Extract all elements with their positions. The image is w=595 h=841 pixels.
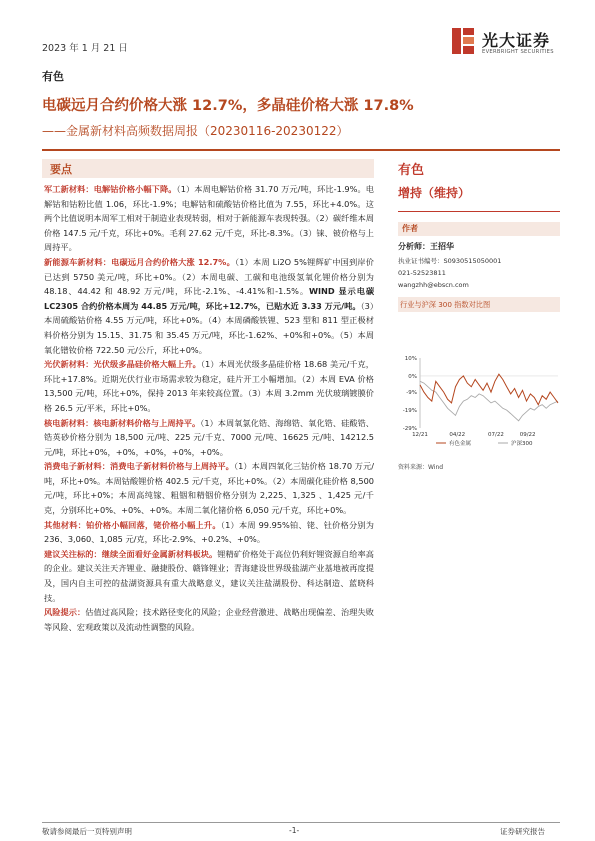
- report-title: 电碳远月合约价格大涨 12.7%，多晶硅价格大涨 17.8%: [42, 98, 414, 114]
- paragraph-text: （1）本周 Li2O 5%锂辉矿中国到岸价已达到 5750 美元/吨，环比+0%。（2）本周电碳、工碳和电池级氢氧化锂价格分别为 48.18、44.42 和 48.92 万元/吨，环比-2.1%、-4.41%和-1.5%。: [44, 256, 374, 297]
- x-tick-label: 07/22: [487, 432, 504, 438]
- sidebar: [398, 159, 560, 289]
- x-tick-label: 12/21: [412, 432, 428, 438]
- analyst-phone: 021-52523811: [398, 269, 446, 277]
- chart-source: 资料来源：Wind: [398, 464, 444, 471]
- x-tick-label: 04/22: [449, 432, 466, 438]
- legend-label: 沪深300: [511, 441, 533, 447]
- paragraph-text: （1）本周 99.95%铂、铑、钍价格分别为 236、3,060、1,085 元/克，环比-2.9%、+0.2%、+0%。: [44, 519, 374, 545]
- paragraph-text: （1）本周氧氯化锆、海绵锆、氧化锆、硅酸锆、锆英砂价格分别为 18,500 元/吨、225 元/千克、7000 元/吨、16625 元/吨、14212.5 元/吨，环比+0%，+0%，+0%，+0%，+0%。: [44, 417, 374, 457]
- legend-label: 有色金属: [449, 441, 472, 447]
- paragraph-consumer: [44, 459, 374, 517]
- paragraph-text: 锂精矿价格处于高位仍利好锂资源自给率高的企业。建议关注天齐锂业、融捷股份、赣锋锂业；青海建设世界级盐湖产业基地被再度提及，国内自主可控的盐湖资源具有重大战略意义，建议关注盐湖股份、科达制造、蓝晓科技。: [44, 548, 374, 603]
- paragraph-text: （3）本周硫酸钴价格 4.55 万元/吨，环比+0%。（4）本周磷酸铁锂、523 型和 811 型正极材料价格分别为 15.15、31.75 和 35.45 万元/吨，环比-1.62%、+0%和+0%。（5）本周氧化镨钕价格 722.50 元/公斤，环比+0%。: [44, 300, 374, 355]
- summary-heading-bar: [42, 159, 374, 178]
- analyst-email[interactable]: wangzhh@ebscn.com: [398, 281, 469, 289]
- paragraph-ev: [44, 255, 374, 357]
- paragraph-text: （1）本周电解钴价格 31.70 万元/吨，环比-1.9%。电解钴和钴粉比值 1.06，环比-1.9%；电解钴和硫酸钴价格比值为 7.55，环比+4.0%。这两个比值说明本周军工相对于制造业表现转弱，相对于新能源车表现转强。（2）碳纤维本周价格 147.5 元/千克，环比+0%。毛利 27.62 元/千克，环比-8.3%。（3）铼、铍价格与上周持平。: [44, 184, 374, 253]
- paragraph-bold-text: WIND 显示电碳 LC2305 合约价格本周为 44.85 万元/吨，环比+12.7%，已贴水近 3.33 万元/吨。: [44, 286, 375, 311]
- summary-body: [44, 182, 374, 634]
- y-tick-label: -29%: [402, 426, 417, 432]
- paragraph-pv: [44, 357, 374, 415]
- title-divider: [42, 149, 560, 151]
- footer-disclaimer[interactable]: 敬请参阅最后一页特别声明: [42, 827, 132, 836]
- paragraph-head: 军工新材料：电解钴价格小幅下降。: [44, 184, 177, 194]
- author-heading-bar: [398, 222, 560, 236]
- paragraph-military: [44, 182, 374, 255]
- footer-divider: [42, 822, 560, 823]
- paragraph-head: 建议关注标的：继续全面看好金属新材料板块。: [44, 548, 218, 559]
- chart-heading: 行业与沪深 300 指数对比图: [400, 300, 491, 309]
- sidebar-divider: [398, 211, 560, 212]
- author-heading: 作者: [402, 224, 418, 233]
- chart-heading-bar: [398, 297, 560, 312]
- index-comparison-chart: [396, 350, 562, 450]
- logo-mark-icon: [450, 26, 476, 56]
- paragraph-text: 估值过高风险；技术路径变化的风险；企业经营激进、战略出现偏差、治理失败等风险、宏观政策以及流动性调整的风险。: [44, 607, 374, 632]
- y-tick-label: -19%: [402, 408, 417, 415]
- paragraph-head: 核电新材料：核电新材料价格与上周持平。: [44, 417, 201, 428]
- paragraph-head: 消费电子新材料：消费电子新材料价格与上周持平。: [44, 461, 234, 472]
- rating-value: 增持（维持）: [398, 186, 471, 200]
- paragraph-other: [44, 518, 374, 547]
- y-tick-label: 0%: [408, 373, 417, 380]
- everbright-logo: [450, 26, 570, 66]
- paragraph-risk: [44, 605, 374, 634]
- series-line-nonferrous: [420, 374, 558, 405]
- paragraph-recommend: [44, 547, 374, 605]
- paragraph-head: 新能源车新材料：电碳远月合约价格大涨 12.7%。: [44, 256, 235, 267]
- rating-sector: 有色: [398, 163, 425, 178]
- paragraph-head: 其他材料：铂价格小幅回落，铑价格小幅上升。: [44, 519, 221, 530]
- y-tick-label: 10%: [404, 356, 417, 362]
- paragraph-nuclear: [44, 416, 374, 460]
- paragraph-head: 光伏新材料：光伏级多晶硅价格大幅上升。: [44, 359, 201, 370]
- report-subtitle: ——金属新材料高频数据周报（20230116-20230122）: [42, 124, 349, 138]
- logo-text-en: EVERBRIGHT SECURITIES: [482, 49, 554, 55]
- analyst-name: 分析师：王招华: [398, 242, 454, 251]
- x-tick-label: 09/22: [519, 432, 536, 438]
- y-tick-label: -9%: [406, 390, 417, 397]
- sector-label: 有色: [42, 70, 64, 83]
- report-date: 2023 年 1 月 21 日: [42, 43, 128, 54]
- paragraph-text: （1）本周四氧化三钴价格 18.70 万元/吨，环比+0%。本周钴酸锂价格 402.5 元/千克，环比+0%。（2）本周碳化硅价格 8,500 元/吨，环比+0%；本周高纯镓、粗铟和精铟价格分别为 2,225、1,325 、1,425 元/千克，分别环比+0%、+0%、+0%。本周二氧化锗价格 6,050 元/千克，环比+0%。: [44, 461, 374, 516]
- footer-report-type: 证券研究报告: [500, 827, 545, 836]
- paragraph-text: （1）本周光伏级多晶硅价格 18.68 美元/千克，环比+17.8%。近期光伏行业市场需求较为稳定，硅片开工小幅增加。（2）本周 EVA 价格 13,500 元/吨，环比+0%，保持 2013 年来较高位置。（3）本周 3.2mm 光伏玻璃镀膜价格 26.5 元/平米，环比+0%。: [44, 359, 374, 413]
- analyst-cert: 执业证书编号：S0930515050001: [398, 257, 502, 265]
- logo-text-cn: 光大证券: [482, 31, 551, 50]
- page-number: -1-: [289, 826, 300, 835]
- summary-heading: 要点: [50, 163, 72, 176]
- paragraph-head: 风险提示：: [44, 607, 86, 618]
